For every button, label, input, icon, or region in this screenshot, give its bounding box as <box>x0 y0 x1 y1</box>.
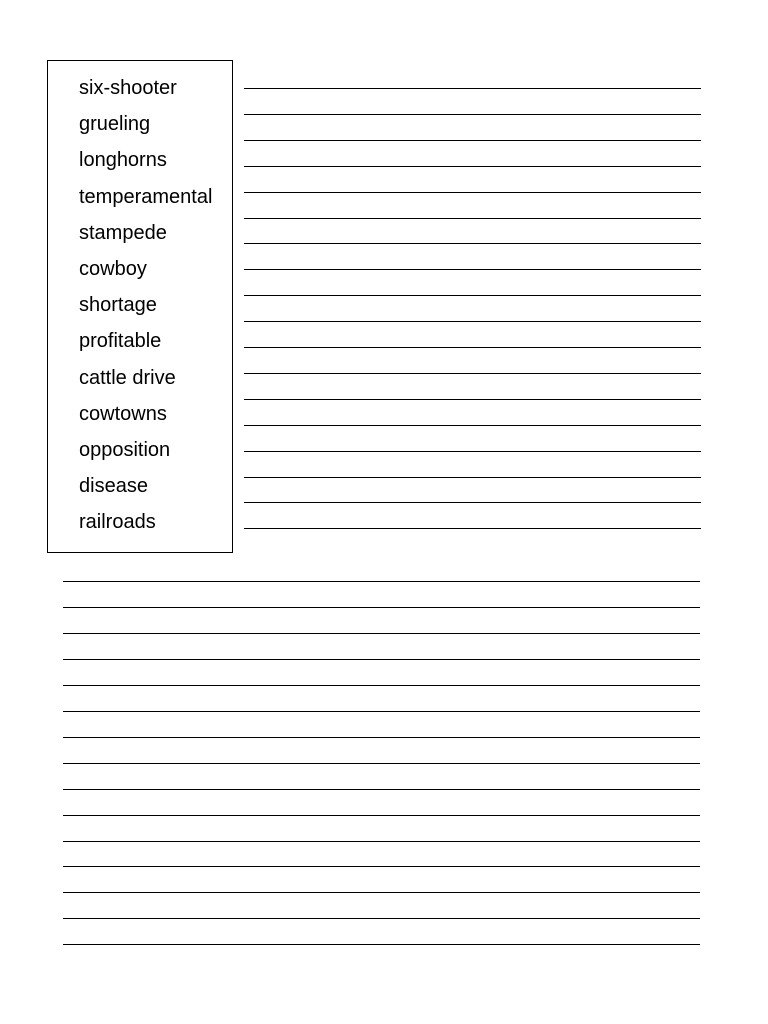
writing-line <box>63 763 700 764</box>
writing-line <box>63 815 700 816</box>
word-bank-word: cattle drive <box>79 367 176 389</box>
writing-line <box>244 528 701 529</box>
writing-line <box>63 737 700 738</box>
word-bank-box <box>47 60 233 553</box>
writing-line <box>63 633 700 634</box>
writing-line <box>63 944 700 945</box>
word-bank-word: opposition <box>79 439 171 461</box>
writing-line <box>63 659 700 660</box>
word-bank-word: cowtowns <box>79 403 167 425</box>
word-bank-word: longhorns <box>79 149 167 171</box>
writing-line <box>244 347 701 348</box>
writing-line <box>244 192 701 193</box>
writing-line <box>244 451 701 452</box>
writing-line <box>63 892 700 893</box>
writing-line <box>244 373 701 374</box>
writing-line <box>63 866 700 867</box>
writing-line <box>244 295 701 296</box>
word-bank-word: railroads <box>79 511 156 533</box>
writing-line <box>244 477 701 478</box>
word-bank-word: cowboy <box>79 258 147 280</box>
writing-line <box>244 425 701 426</box>
word-bank-word: profitable <box>79 330 162 352</box>
writing-line <box>63 841 700 842</box>
word-bank-word: grueling <box>79 113 151 135</box>
word-bank-word: disease <box>79 475 148 497</box>
writing-line <box>244 399 701 400</box>
word-bank-word: shortage <box>79 294 157 316</box>
writing-line <box>244 140 701 141</box>
writing-line <box>244 88 701 89</box>
word-bank-word: six-shooter <box>79 77 177 99</box>
word-bank-word: temperamental <box>79 186 213 208</box>
writing-line <box>244 166 701 167</box>
word-bank-word: stampede <box>79 222 167 244</box>
writing-line <box>244 321 701 322</box>
writing-line <box>63 711 700 712</box>
writing-line <box>244 218 701 219</box>
writing-line <box>63 581 700 582</box>
writing-line <box>63 685 700 686</box>
writing-line <box>244 243 701 244</box>
writing-line <box>244 502 701 503</box>
writing-line <box>244 114 701 115</box>
writing-line <box>63 789 700 790</box>
writing-line <box>63 918 700 919</box>
writing-line <box>63 607 700 608</box>
writing-line <box>244 269 701 270</box>
